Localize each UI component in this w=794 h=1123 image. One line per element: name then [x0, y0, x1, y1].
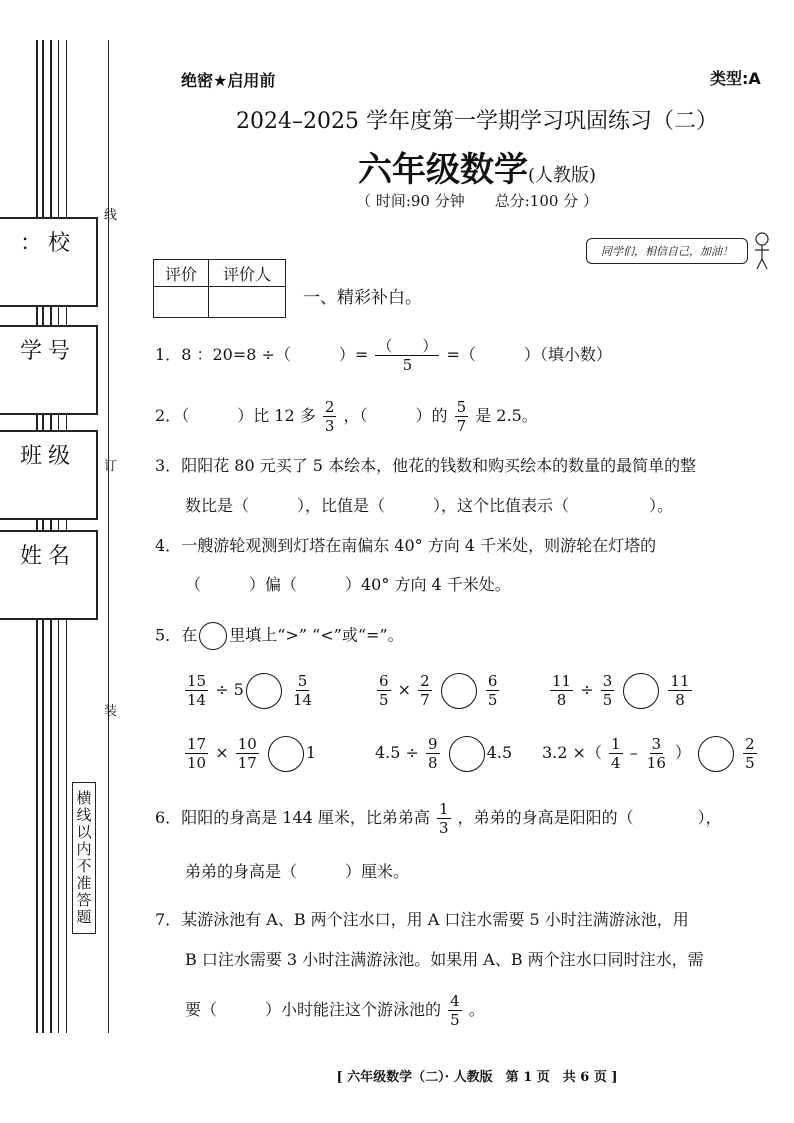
question-6-line2: 弟弟的身高是（ ）厘米。: [185, 862, 410, 881]
question-2: 2．（ ）比 12 多 $\frac{2}{3}$ ，（ ）的 $\frac{5}{7}$ 是 2.5。: [155, 398, 538, 435]
compare-circle[interactable]: [623, 673, 659, 709]
fraction: $\frac{5}{7}$: [456, 398, 467, 435]
cut-label-bind: 订: [104, 459, 118, 474]
question-6: 6．阳阳的身高是 144 厘米，比弟弟高 $\frac{1}{3}$ ，弟弟的身高是阳阳的（ ），: [155, 800, 722, 837]
cut-label-line: 线: [104, 208, 118, 223]
section-heading: 一、精彩补白。: [303, 288, 422, 308]
fraction: $\frac{( )}{5}$: [377, 337, 438, 374]
question-7: 7．某游泳池有 A、B 两个注水口，用 A 口注水需要 5 小时注满游泳池，用: [155, 910, 689, 929]
stick-figure-icon: [752, 232, 772, 270]
compare-circle[interactable]: [441, 673, 477, 709]
question-4-line2: （ ）偏（ ）40° 方向 4 千米处。: [185, 575, 511, 594]
grader-cell[interactable]: [209, 287, 286, 318]
fraction: $\frac{1}{3}$: [439, 800, 449, 837]
fraction: $\frac{2}{3}$: [324, 398, 335, 435]
encouragement-bubble: 同学们，相信自己，加油！: [586, 238, 748, 264]
compare-item-1: $\frac{15}{14}$ ÷ 5 $\frac{5}{14}$: [187, 672, 313, 709]
exam-title: 2024–2025 学年度第一学期学习巩固练习（二）: [236, 109, 718, 134]
compare-item-4: $\frac{17}{10}$ × $\frac{10}{17}$ 1: [187, 735, 317, 772]
time-score-info: （ 时间:90 分钟 总分:100 分 ）: [356, 192, 598, 210]
fraction: $\frac{4}{5}$: [450, 992, 460, 1029]
question-5: 5．在 里填上“>” “<”或“=”。: [155, 622, 404, 650]
student-id-label: 学 号: [0, 325, 98, 373]
cut-line: [108, 40, 109, 1033]
page-footer: [ 六年级数学（二）· 人教版 第 1 页 共 6 页 ]: [336, 1070, 618, 1085]
compare-circle[interactable]: [199, 622, 227, 650]
score-header: 评价: [154, 260, 209, 287]
compare-circle[interactable]: [246, 673, 282, 709]
school-label: ： 校: [0, 217, 98, 265]
compare-item-2: $\frac{6}{5}$ × $\frac{2}{7}$ $\frac{6}{5}$: [379, 672, 498, 709]
binding-strip: [0, 0, 160, 1123]
cut-label-staple: 装: [104, 704, 118, 719]
class-field[interactable]: [0, 474, 98, 520]
confidential-label: 绝密★启用前: [181, 71, 276, 90]
student-id-field[interactable]: [0, 369, 98, 415]
class-label: 班 级: [0, 430, 98, 478]
compare-circle[interactable]: [268, 736, 304, 772]
subject-title: 六年级数学(人教版): [357, 150, 597, 190]
question-7-line3: 要（ ）小时能注这个游泳池的 $\frac{4}{5}$ 。: [185, 992, 485, 1029]
grader-header: 评价人: [209, 260, 286, 287]
edition-label: (人教版): [527, 165, 597, 186]
question-7-line2: B 口注水需要 3 小时注满游泳池。如果用 A、B 两个注水口同时注水，需: [185, 950, 704, 969]
name-field[interactable]: [0, 574, 98, 620]
question-3: 3．阳阳花 80 元买了 5 本绘本，他花的钱数和购买绘本的数量的最简单的整: [155, 456, 697, 475]
question-4: 4．一艘游轮观测到灯塔在南偏东 40° 方向 4 千米处，则游轮在灯塔的: [155, 536, 657, 555]
compare-circle[interactable]: [449, 736, 485, 772]
compare-item-5: 4.5 ÷ $\frac{9}{8}$ 4.5: [375, 735, 513, 772]
compare-circle[interactable]: [698, 736, 734, 772]
school-field[interactable]: [0, 261, 98, 307]
score-cell[interactable]: [154, 287, 209, 318]
question-1: 1．8 ：20=8 ÷（ ）= $\frac{( )}{5}$ =（ ）（填小数）: [155, 337, 612, 374]
compare-item-6: 3.2 ×（ $\frac{1}{4}$ – $\frac{3}{16}$ ） $\frac{2}{5}$: [542, 735, 755, 772]
no-answer-notice: 横线以内不准答题: [72, 782, 96, 934]
score-table: [153, 259, 286, 318]
compare-item-3: $\frac{11}{8}$ ÷ $\frac{3}{5}$ $\frac{11}{8}$: [552, 672, 690, 709]
paper-type: 类型:A: [710, 69, 761, 88]
question-3-line2: 数比是（ ），比值是（ ），这个比值表示（ ）。: [185, 496, 674, 515]
name-label: 姓 名: [0, 530, 98, 578]
